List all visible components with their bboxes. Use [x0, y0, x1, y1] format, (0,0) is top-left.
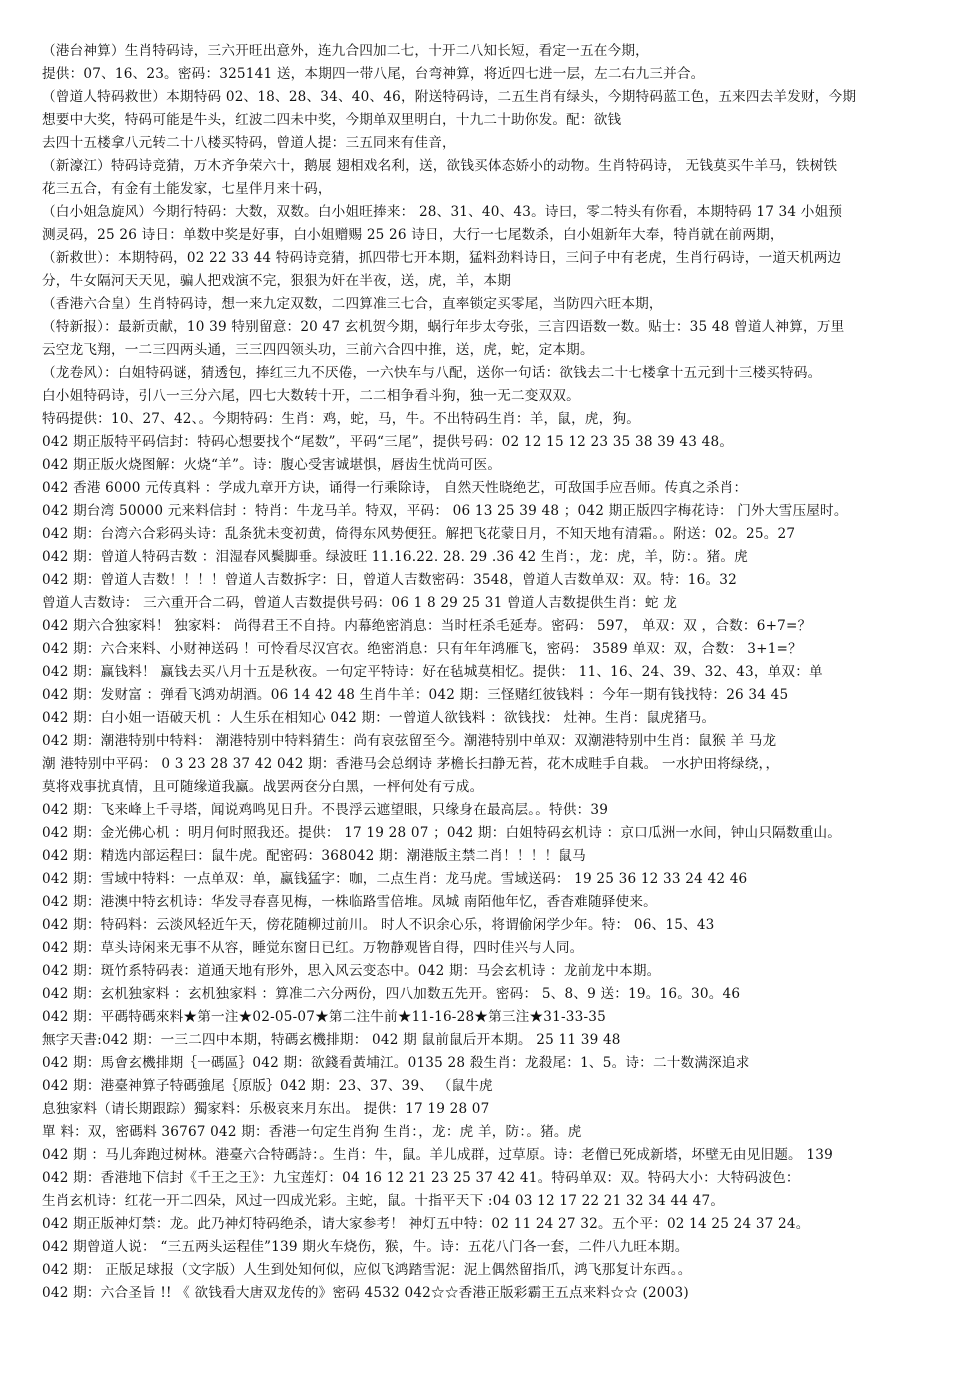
text-line: （白小姐急旋风）今期行特码：大数，双数。白小姐旺捧来： 28、31、40、43。诗曰，零二特头有你看，本期特码 17 34 小姐预 — [42, 204, 843, 220]
text-body — [42, 40, 958, 1305]
text-line: （曾道人特码救世）本期特码 02、18、28、34、40、46，附送特码诗，二五生肖有绿头，今期特码蓝工色，五来四去羊发财，今期 — [42, 89, 857, 105]
text-line: 提供：07、16、23。密码：325141 送，本期四一带八尾，台弯神算，将近四七进一层，左二右九三并合。 — [42, 66, 705, 82]
text-line: 042 期 ：马儿奔跑过树林。港臺六合特碼詩：。生肖：牛，鼠。羊儿成群，过草原。诗：老僧已死成新塔，坏壁无由见旧题。 139 — [42, 1147, 833, 1163]
text-line: 042 期正版神灯禁：龙。此乃神灯特码绝杀，请大家参考！ 神灯五中特：02 11 24 27 32。五个平：02 14 25 24 37 24。 — [42, 1216, 810, 1232]
text-line: 莫将戏事扰真情，且可随缘道我赢。战罢两奁分白黑，一枰何处有亏成。 — [42, 779, 484, 795]
text-line: （新濠江）特码诗竞猜，万木齐争荣六十，鹅展 翅相戏名利，送，欲钱买体态娇小的动物。生肖特码诗， 无钱莫买牛羊马，铁树铁 — [42, 158, 838, 174]
text-line: 042 期：雪域中特料：一点单双：单，赢钱猛字：咖，二点生肖：龙马虎。雪域送码： 19 25 36 12 33 24 42 46 — [42, 871, 748, 887]
text-line: 曾道人吉数诗： 三六重开合二码，曾道人吉数提供号码：06 1 8 29 25 31 曾道人吉数提供生肖：蛇 龙 — [42, 595, 678, 611]
text-line: 生肖玄机诗：红花一开二四朵，风过一四成光彩。主蛇，鼠。十指平天下 :04 03 12 17 22 21 32 34 44 47。 — [42, 1193, 725, 1209]
text-line: 042 期：六合圣旨 !! 《 欲钱看大唐双龙传的》密码 4532 042☆☆香港正版彩霸王五点来料☆☆ (2003) — [42, 1285, 689, 1301]
text-line: 042 期： 正版足球报（文字版）人生到处知何似，应似飞鸿踏雪泥：泥上偶然留指爪，鸿飞那复计东西。。 — [42, 1262, 692, 1278]
text-line: 云空龙飞翔，一二三四两头通，三三四四领头功，三前六合四中推，送，虎，蛇，定本期。 — [42, 342, 594, 358]
text-line: 042 期：潮港特别中特料： 潮港特别中特料猜生：尚有哀弦留至今。潮港特别中单双：双潮港特别中生肖：鼠猴 羊 马龙 — [42, 733, 777, 749]
text-line: 042 期：香港地下信封《千王之王》：九宝莲灯：04 16 12 21 23 25 37 42 41。特码单双：双。特码大小：大特码波色： — [42, 1170, 800, 1186]
text-line: 042 期：特码料：云淡风轻近午天，傍花随柳过前川。 时人不识余心乐，将谓偷闲学少年。特： 06、15、43 — [42, 917, 715, 933]
text-line: 042 期：草头诗闲来无事不从容，睡觉东窗日已红。万物静观皆自得，四时佳兴与人同。 — [42, 940, 584, 956]
text-line: 042 香港 6000 元传真料 ：学成九章开方诀，诵得一行乘除诗， 自然天性晓绝艺，可敌国手应吾师。传真之杀肖： — [42, 480, 748, 496]
text-line: 042 期正版特平码信封：特码心想要找个“尾数”，平码“三尾”，提供号码：02 12 15 12 23 35 38 39 43 48。 — [42, 434, 734, 450]
text-line: 042 期：白小姐一语破天机 ：人生乐在相知心 042 期：一曾道人欲钱料 ：欲钱找： 灶神。生肖：鼠虎猪马。 — [42, 710, 716, 726]
text-line: 花三五合，有金有土能发家，七星伴月来十码， — [42, 181, 332, 197]
text-line: 042 期：台湾六合彩码头诗：乱条犹未变初黄，倚得东风势便狂。解把飞花蒙日月，不知天地有清霜。。附送：02。25。27 — [42, 526, 796, 542]
text-line: 042 期：曾道人特码吉数 ：泪湿春风鬓脚垂。绿波旺 11.16.22. 28. 29 .36 42 生肖：，龙：虎，羊，防：。猪。虎 — [42, 549, 748, 565]
text-line: 042 期：港澳中特玄机诗：华发寻春喜见梅，一株临路雪倍堆。凤城 南陌他年忆，香杳难随驿使来。 — [42, 894, 657, 910]
text-line: 去四十五楼拿八元转二十八楼买特码，曾道人提：三五同来有佳音， — [42, 135, 456, 151]
text-line: （龙卷风）：白姐特码谜，猜透包，捧红三九不厌倦，一六快车与八配，送你一句话：欲钱去二十七楼拿十五元到十三楼买特码。 — [42, 365, 822, 381]
text-line: （特新报）：最新贡献，10 39 特别留意：20 47 玄机贺今期，蜗行年步太夸张，三言四语数一数。贴士：35 48 曾道人神算，万里 — [42, 319, 845, 335]
text-line: 042 期：平碼特碼來料★第一注★02-05-07★第二注牛前★11-16-28★第三注★31-33-35 — [42, 1009, 606, 1025]
text-line: 042 期：玄机独家料 ：玄机独家料 ：算准二六分两份，四八加数五先开。密码： 5、8、9 送：19。16。30。46 — [42, 986, 741, 1002]
text-line: （港台神算）生肖特码诗，三六开旺出意外，连九合四加二七，十开二八知长短，看定一五在今期， — [42, 43, 649, 59]
text-line: 特码提供：10、27、42、。今期特码：生肖：鸡，蛇，马，牛。不出特码生肖：羊，鼠，虎，狗。 — [42, 411, 641, 427]
text-line: 042 期：港臺神算子特碼強尾｛原版｝042 期：23、37、39、 （鼠牛虎 — [42, 1078, 493, 1094]
text-line: 042 期正版火烧图解：火烧“羊”。诗：腹心受害诚堪惧，唇齿生忧尚可医。 — [42, 457, 502, 473]
text-line: 042 期：曾道人吉数！！！！曾道人吉数拆字：日，曾道人吉数密码：3548，曾道人吉数单双：双。特：16。32 — [42, 572, 737, 588]
text-line: 042 期：馬會玄機排期｛一碼區｝042 期：欲錢看黃埔江。0135 28 殺生肖：龙殺尾：1、5。诗：二十数满深追求 — [42, 1055, 750, 1071]
text-line: 息独家料（请长期跟踪）獨家料：乐极哀来月东出。 提供：17 19 28 07 — [42, 1101, 490, 1117]
text-line: 潮 港特别中平码： 0 3 23 28 37 42 042 期：香港马会总纲诗 茅檐长扫静无苔，花木成畦手自栽。 一水护田将绿绕，， — [42, 756, 780, 772]
text-line: 單 料：双，密碼料 36767 042 期：香港一句定生肖狗 生肖：，龙：虎 羊，防：。猪。虎 — [42, 1124, 582, 1140]
text-line: 無字天書:042 期：一三二四中本期，特碼玄機排期： 042 期 鼠前鼠后开本期。 25 11 39 48 — [42, 1032, 621, 1048]
text-line: 042 期曾道人说： “三五两头运程佳”139 期火车烧伤，猴，牛。诗：五花八门各一套，二件八九旺本期。 — [42, 1239, 689, 1255]
text-line: 042 期：金光佛心机 ：明月何时照我还。提供： 17 19 28 07 ；042 期：白姐特码玄机诗 ：京口瓜洲一水间，钟山只隔数重山。 — [42, 825, 842, 841]
text-line: 042 期六合独家料！ 独家料： 尚得君王不自持。内幕绝密消息：当时枉杀毛延寿。密码： 597， 单双：双 ，合数：6+7=？ — [42, 618, 812, 634]
text-line: 测灵码，25 26 诗日：单数中奖是好事，白小姐赠赐 25 26 诗日，大行一七尾数杀，白小姐新年大奉，特肖就在前两期， — [42, 227, 784, 243]
text-line: （新救世）：本期特码，02 22 33 44 特码诗竞猜，抓四带七开本期，猛料劲料诗日，三问子中有老虎，生肖行码诗，一道天机两边 — [42, 250, 842, 266]
text-line: 042 期：赢钱料！ 赢钱去买八月十五是秋夜。一句定平特诗：好在毡城莫相忆。提供： 11、16、24、39、32、43，单双：单 — [42, 664, 823, 680]
text-line: 042 期：飞来峰上千寻塔，闻说鸡鸣见日升。不畏浮云遮望眼，只缘身在最高层。。特供：39 — [42, 802, 609, 818]
text-line: 042 期：斑竹系特码表：道通天地有形外，思入风云变态中。042 期：马会玄机诗 ：龙前龙中本期。 — [42, 963, 661, 979]
text-line: 042 期：发财富 ：弹看飞鸿劝胡酒。06 14 42 48 生肖牛羊：042 期：三怪赌红彼钱料 ：今年一期有钱找特：26 34 45 — [42, 687, 789, 703]
text-line: 042 期：精选内部运程曰：鼠牛虎。配密码：368042 期：潮港版主禁二肖！！！！鼠马 — [42, 848, 586, 864]
text-line: 白小姐特码诗，引八一三分六尾，四七大数转十开，二二相争看斗狗，独一无二变双双。 — [42, 388, 580, 404]
text-line: 想要中大奖，特码可能是牛头，红波二四未中奖，今期单双里明白，十九二十助你发。配：欲钱 — [42, 112, 622, 128]
text-line: 042 期：六合来料、小财神送码 ！可怜看尽汉宫衣。绝密消息：只有年年鸿雁飞，密码： 3589 单双：双，合数： 3+1=？ — [42, 641, 802, 657]
text-line: （香港六合皇）生肖特码诗，想一来九定双数，二四算准三七合，直率锁定买零尾，当防四六旺本期， — [42, 296, 663, 312]
text-line: 042 期台湾 50000 元来料信封 ：特肖：牛龙马羊。特双，平码： 06 13 25 39 48 ；042 期正版四字梅花诗： 门外大雪压屋时。 — [42, 503, 848, 519]
text-line: 分，牛女隔河天天见，骗人把戏演不完，狠狠为奸在半夜，送，虎，羊，本期 — [42, 273, 511, 289]
